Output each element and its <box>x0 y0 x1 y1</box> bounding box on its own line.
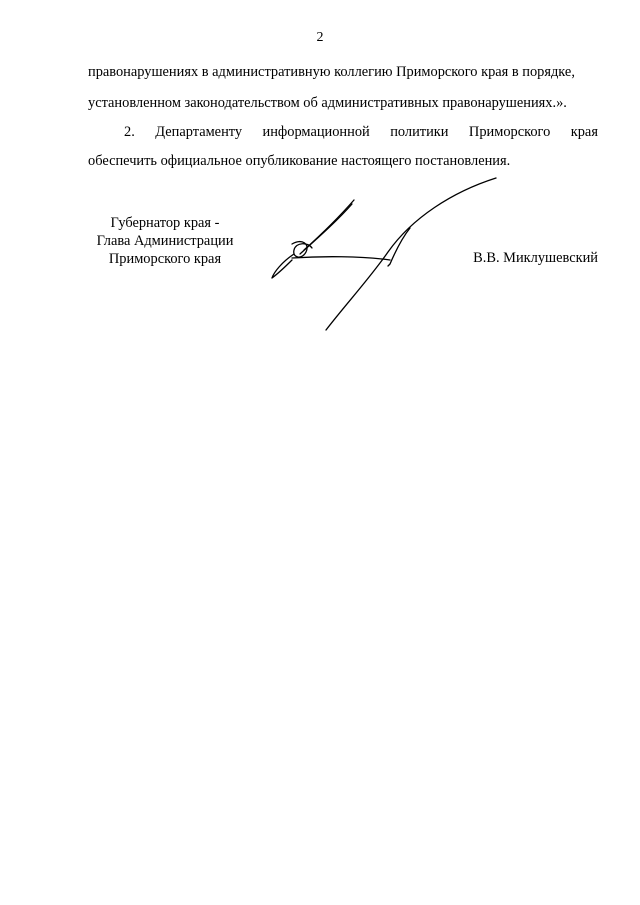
signatory-title-line-2: Глава Администрации <box>96 233 234 249</box>
paragraph-2-word: Департаменту <box>155 124 243 140</box>
signature-stroke-base <box>292 257 390 260</box>
signatory-title-line-1: Губернатор края - <box>110 215 220 231</box>
paragraph-1-line-2: установленном законодательством об административных правонарушениях.». <box>88 95 567 111</box>
paragraph-2-word: политики <box>390 124 449 140</box>
paragraph-1-line-1: правонарушениях в административную коллегию Приморского края в порядке, <box>88 64 575 80</box>
signature-stroke-loop <box>292 242 312 258</box>
paragraph-2-number <box>88 124 135 141</box>
paragraph-2-word: информационной <box>262 124 370 140</box>
signer-name: В.В. Миклушевский <box>473 250 598 266</box>
handwritten-signature <box>262 170 506 336</box>
signature-stroke-long <box>326 178 496 330</box>
signature-stroke-tail <box>272 254 294 278</box>
paragraph-2-line-2: обеспечить официальное опубликование настоящего постановления. <box>88 153 511 169</box>
paragraph-2-word: края <box>570 124 598 140</box>
paragraph-2-line-1 <box>88 124 598 141</box>
paragraph-number-text: 2. <box>124 124 135 140</box>
signature-stroke-diagonal-1 <box>304 200 354 250</box>
signatory-title <box>80 214 250 268</box>
page-number: 2 <box>316 30 324 45</box>
paragraph-2-word: Приморского <box>468 124 551 140</box>
signatory-title-line-3: Приморского края <box>108 251 222 267</box>
